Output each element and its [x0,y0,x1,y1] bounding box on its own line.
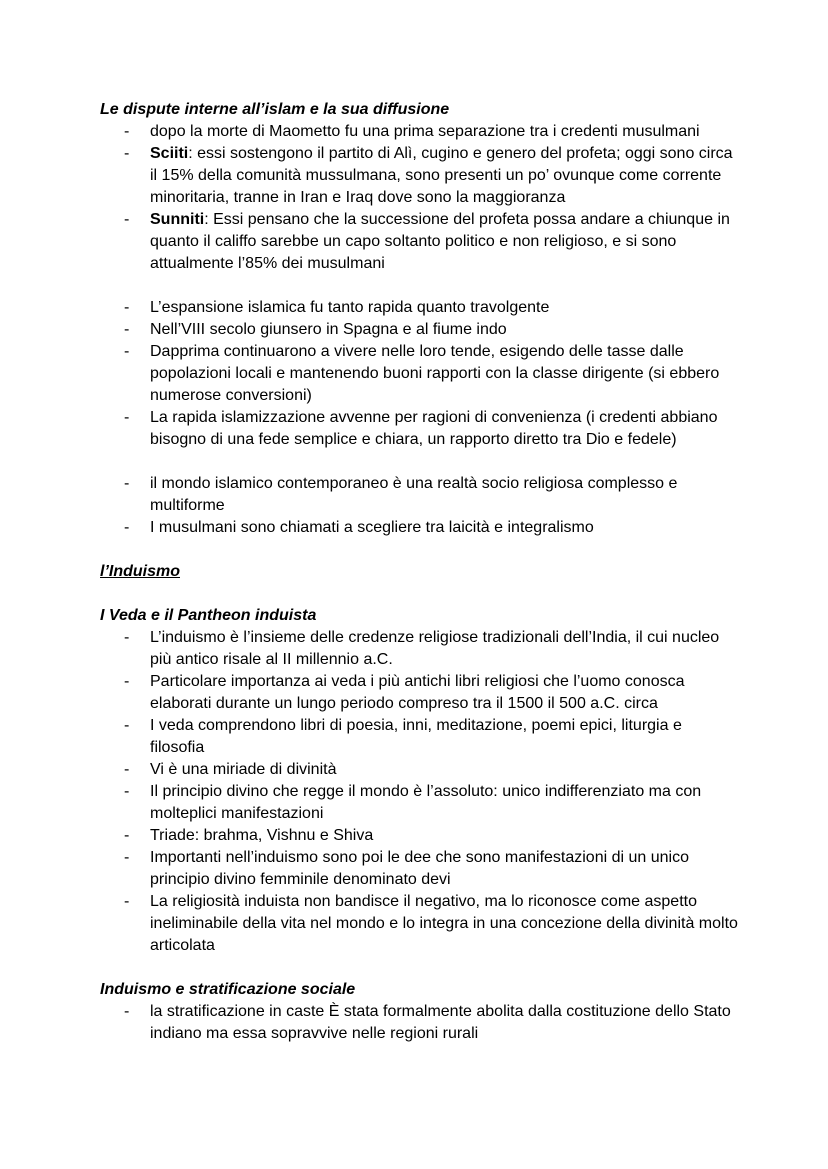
bullet-dash: - [124,783,130,800]
bullet-dash: - [124,717,130,734]
list-item: - I veda comprendono libri di poesia, inni, meditazione, poemi epici, liturgia e filosofia [124,717,682,756]
bullet-dash: - [124,761,130,778]
bullet-dash: - [124,827,130,844]
list-item: - Sciiti: essi sostengono il partito di Alì, cugino e genero del profeta; oggi sono circa il 15% della comunità mussulmana, sono presenti un po’ ovunque come corrente minoritaria, tranne in Iran e Iraq dove sono la maggioranza [124,145,733,206]
islam-list-1 [100,121,828,275]
list-item: - Particolare importanza ai veda i più antichi libri religiosi che l’uomo conosca elaborati durante un lungo periodo compreso tra il 1500 il 500 a.C. circa [124,673,685,712]
bullet-dash: - [124,849,130,866]
list-item: - Triade: brahma, Vishnu e Shiva [100,825,740,847]
term-sunniti: Sunniti [150,211,205,228]
bullet-dash: - [124,673,130,690]
bullet-dash: - [124,343,130,360]
bullet-dash: - [124,629,130,646]
list-item: - dopo la morte di Maometto fu una prima separazione tra i credenti musulmani [100,121,740,143]
list-item: - Il principio divino che regge il mondo è l’assoluto: unico indifferenziato ma con molteplici manifestazioni [124,783,702,822]
bullet-dash: - [124,299,130,316]
list-item: - Sunniti: Essi pensano che la successione del profeta possa andare a chiunque in quanto il califfo sarebbe un capo soltanto politico e non religioso, e si sono attualmente l’85% dei musulmani [124,211,730,272]
bullet-dash: - [124,409,130,426]
bullet-dash: - [124,211,130,228]
strat-list [100,1001,828,1045]
list-item: - La religiosità induista non bandisce il negativo, ma lo riconosce come aspetto ineliminabile della vita nel mondo e lo integra in una concezione della divinità molto articolata [124,893,738,954]
bullet-dash: - [124,145,130,162]
list-item: - La rapida islamizzazione avvenne per ragioni di convenienza (i credenti abbiano bisogno di una fede semplice e chiara, un rapporto diretto tra Dio e fedele) [124,409,718,448]
title-induismo: l’Induismo [100,563,180,580]
list-item: - Vi è una miriade di divinità [100,759,740,781]
bullet-dash: - [124,321,130,338]
list-item: - L’induismo è l’insieme delle credenze religiose tradizionali dell’India, il cui nucleo più antico risale al II millennio a.C. [124,629,720,668]
heading-veda: I Veda e il Pantheon induista [100,607,317,624]
list-item: - I musulmani sono chiamati a scegliere tra laicità e integralismo [100,517,740,539]
list-item: - Nell’VIII secolo giunsero in Spagna e al fiume indo [100,319,740,341]
term-sciiti: Sciiti [150,145,189,162]
list-item: - il mondo islamico contemporaneo è una realtà socio religiosa complesso e multiforme [124,475,678,514]
list-item: - Importanti nell’induismo sono poi le dee che sono manifestazioni di un unico principio divino femminile denominato devi [124,849,689,888]
bullet-dash: - [124,475,130,492]
islam-list-2 [100,297,828,451]
bullet-dash: - [124,519,130,536]
heading-stratificazione: Induismo e stratificazione sociale [100,981,356,998]
bullet-dash: - [124,123,130,140]
bullet-dash: - [124,893,130,910]
bullet-dash: - [124,1003,130,1020]
list-item: - L’espansione islamica fu tanto rapida quanto travolgente [100,297,740,319]
list-item: - la stratificazione in caste È stata formalmente abolita dalla costituzione dello Stato indiano ma essa sopravvive nelle regioni rurali [124,1003,731,1042]
veda-list [100,627,828,957]
list-item: - Dapprima continuarono a vivere nelle loro tende, esigendo delle tasse dalle popolazioni locali e mantenendo buoni rapporti con la classe dirigente (si ebbero numerose conversioni) [124,343,720,404]
heading-islam: Le dispute interne all’islam e la sua diffusione [100,101,450,118]
islam-list-3 [100,473,828,539]
